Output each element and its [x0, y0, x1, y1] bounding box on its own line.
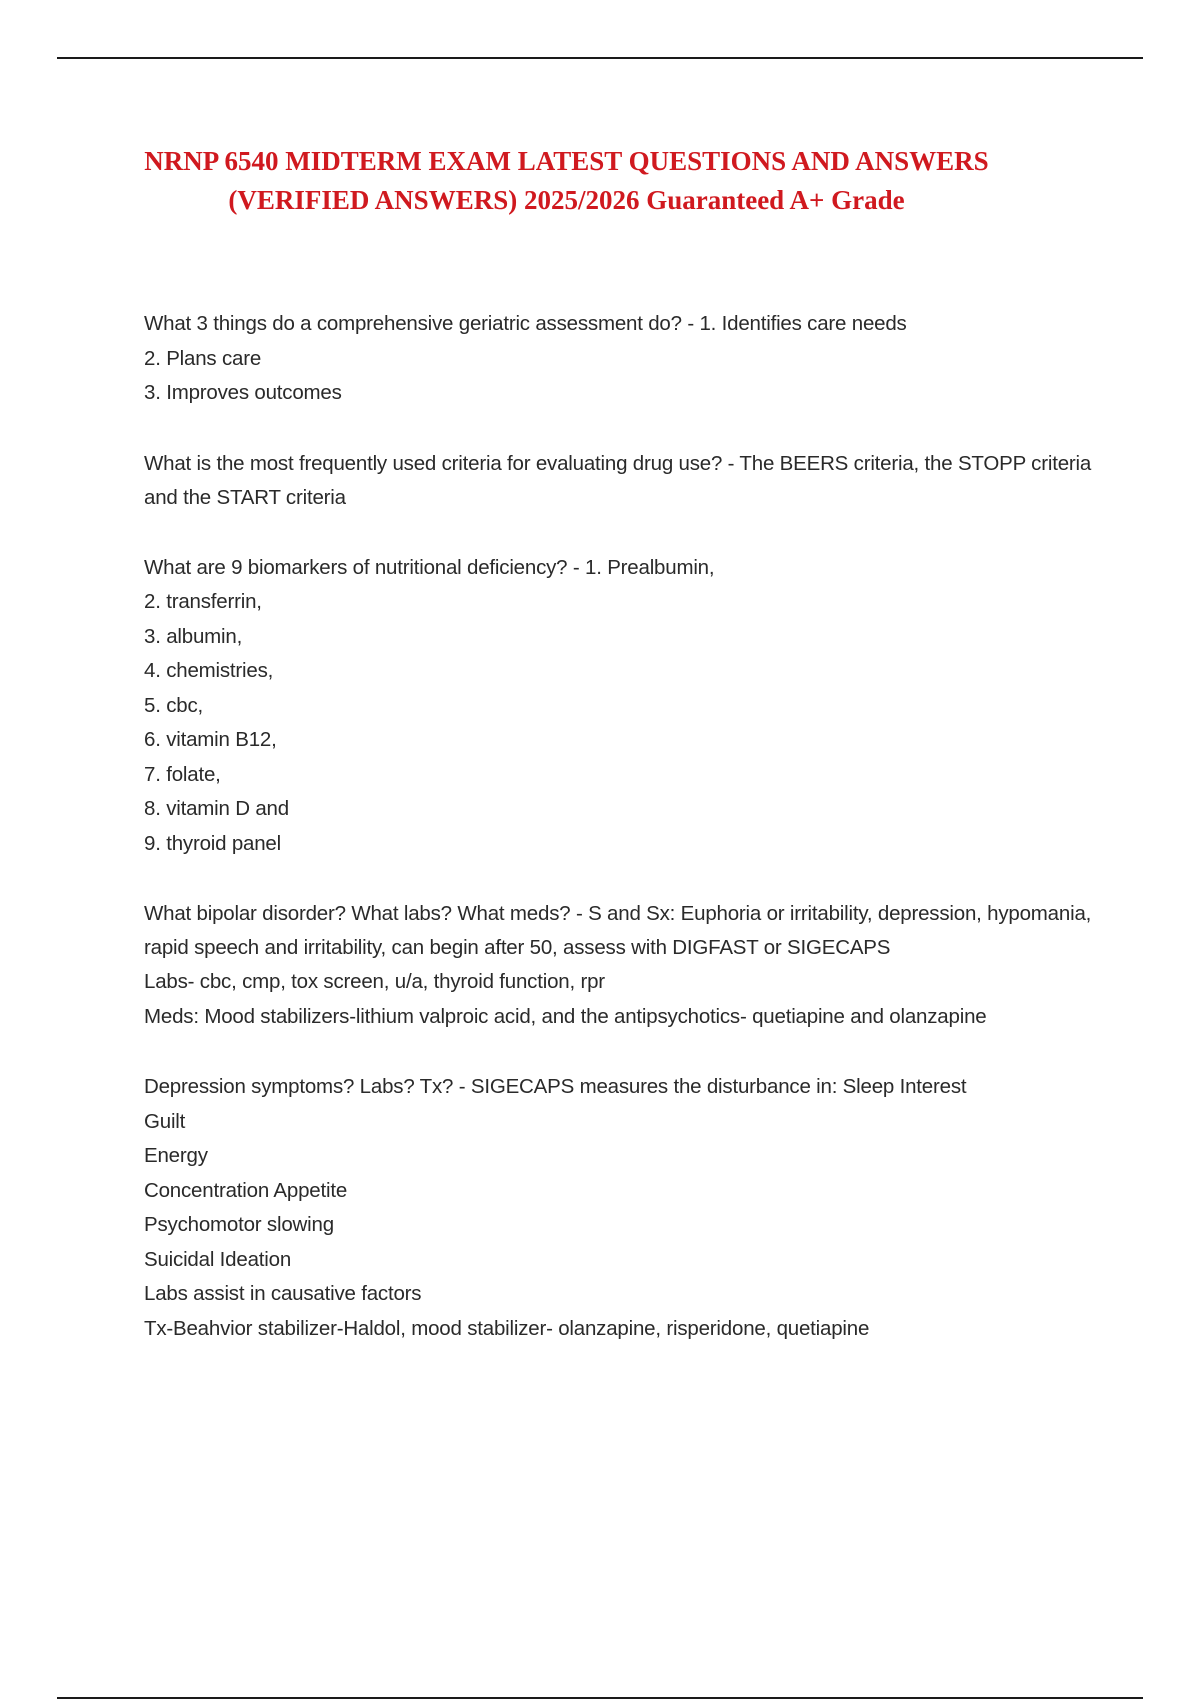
- qa-line: What is the most frequently used criteria for evaluating drug use? - The BEERS criteria, the STOPP criteria and the START criteria: [144, 451, 1092, 509]
- qa-line: Energy: [144, 1144, 208, 1167]
- qa-line: 6. vitamin B12,: [144, 728, 277, 751]
- qa-line: 2. transferrin,: [144, 590, 262, 613]
- qa-line: What are 9 biomarkers of nutritional deficiency? - 1. Prealbumin,: [144, 555, 715, 579]
- title-line-1: NRNP 6540 MIDTERM EXAM LATEST QUESTIONS AND ANSWERS: [144, 146, 989, 176]
- qa-block-drug-criteria: [144, 447, 1094, 515]
- qa-line: Labs assist in causative factors: [144, 1282, 422, 1305]
- qa-line: 4. chemistries,: [144, 659, 274, 682]
- qa-line: Meds: Mood stabilizers-lithium valproic acid, and the antipsychotics- quetiapine and olanzapine: [144, 1004, 987, 1028]
- qa-block-bipolar-disorder: [144, 897, 1094, 1034]
- qa-line: 9. thyroid panel: [144, 831, 281, 855]
- qa-line: 7. folate,: [144, 762, 221, 786]
- qa-line: Psychomotor slowing: [144, 1213, 334, 1236]
- qa-line: 3. albumin,: [144, 624, 243, 648]
- qa-line: 5. cbc,: [144, 693, 203, 717]
- title-line-2: (VERIFIED ANSWERS) 2025/2026 Guaranteed A+ Grade: [228, 185, 905, 215]
- top-rule: [57, 57, 1143, 59]
- qa-block-geriatric-assessment: [144, 307, 1094, 411]
- qa-line: What bipolar disorder? What labs? What meds? - S and Sx: Euphoria or irritability, depression, hypomania, rapid speech and irritability, can begin after 50, assess with DIGFAST or SIGECAPS: [144, 902, 1092, 959]
- qa-line: Tx-Beahvior stabilizer-Haldol, mood stabilizer- olanzapine, risperidone, quetiapine: [144, 1316, 870, 1340]
- bottom-rule: [57, 1697, 1143, 1699]
- qa-line: 2. Plans care: [144, 346, 262, 370]
- document-body: [144, 307, 1094, 1382]
- qa-line: Concentration Appetite: [144, 1178, 348, 1202]
- qa-line: Labs- cbc, cmp, tox screen, u/a, thyroid function, rpr: [144, 970, 605, 993]
- qa-line: Suicidal Ideation: [144, 1247, 292, 1271]
- qa-line: Guilt: [144, 1109, 186, 1133]
- qa-line: What 3 things do a comprehensive geriatric assessment do? - 1. Identifies care needs: [144, 312, 907, 335]
- qa-line: 3. Improves outcomes: [144, 381, 342, 404]
- qa-block-depression: [144, 1070, 1094, 1346]
- qa-block-nutritional-biomarkers: [144, 551, 1094, 862]
- qa-line: Depression symptoms? Labs? Tx? - SIGECAPS measures the disturbance in: Sleep Interest: [144, 1075, 967, 1098]
- qa-line: 8. vitamin D and: [144, 797, 289, 820]
- document-title: [100, 142, 1033, 220]
